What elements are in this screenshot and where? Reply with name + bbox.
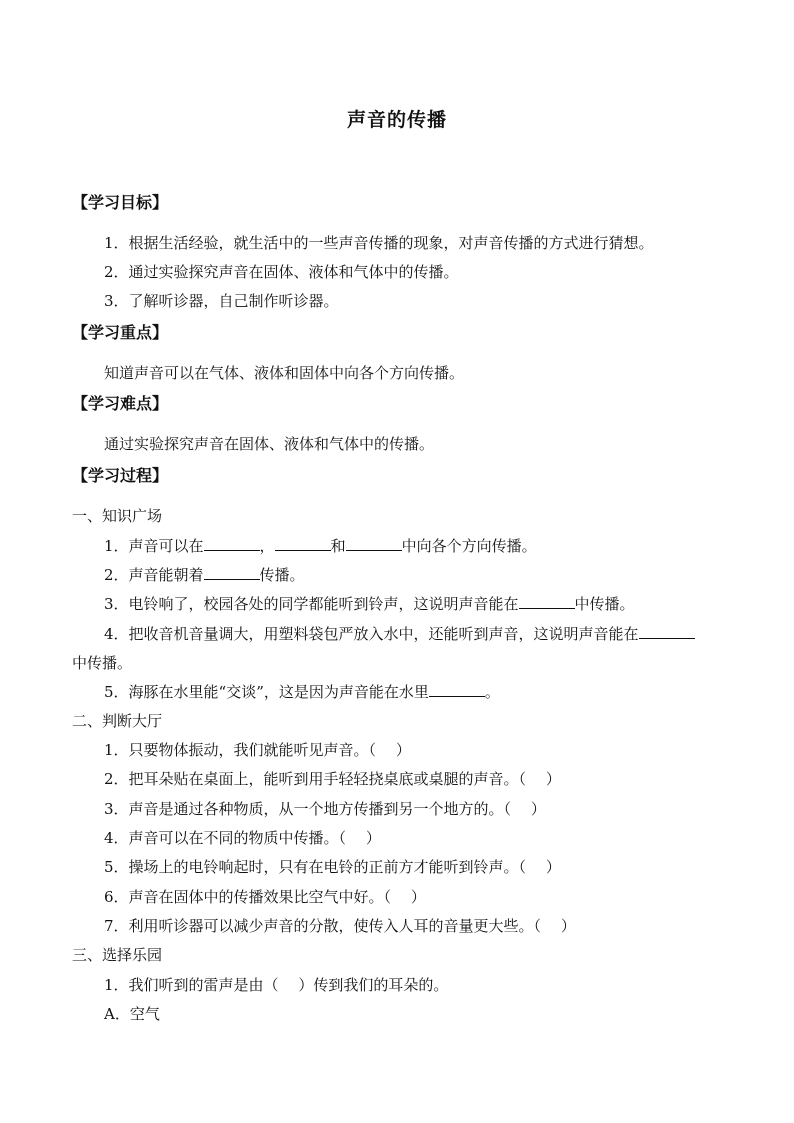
difficulty-text: 通过实验探究声音在固体、液体和气体中的传播。 bbox=[104, 435, 435, 453]
judge-item-7: 7．利用听诊器可以减少声音的分散，使传入人耳的音量更大些。（ ） bbox=[104, 917, 576, 935]
judge-item-1: 1．只要物体振动，我们就能听见声音。（ ） bbox=[104, 741, 411, 759]
judge-item-5: 5．操场上的电铃响起时，只有在电铃的正前方才能听到铃声。（ ） bbox=[104, 858, 561, 876]
fill-question-1 bbox=[104, 536, 537, 556]
section-judge-title: 二、判断大厅 bbox=[72, 712, 163, 730]
key-text: 知道声音可以在气体、液体和固体中向各个方向传播。 bbox=[104, 364, 465, 382]
goal-item-3: 3．了解听诊器，自己制作听诊器。 bbox=[104, 292, 339, 310]
difficulty-heading: 【学习难点】 bbox=[72, 394, 169, 413]
judge-item-4: 4．声音可以在不同的物质中传播。（ ） bbox=[104, 829, 381, 847]
goal-item-2: 2．通过实验探究声音在固体、液体和气体中的传播。 bbox=[104, 263, 459, 281]
process-heading: 【学习过程】 bbox=[72, 466, 169, 485]
fill-q4-text-a: 4．把收音机音量调大，用塑料袋包严放入水中，还能听到声音，这说明声音能在 bbox=[104, 625, 639, 643]
fill-question-5 bbox=[104, 682, 500, 702]
fill-q1-text-a: 1．声音可以在 bbox=[104, 537, 204, 555]
key-heading: 【学习重点】 bbox=[72, 323, 169, 342]
judge-item-2: 2．把耳朵贴在桌面上，能听到用手轻轻挠桌底或桌腿的声音。（ ） bbox=[104, 770, 561, 788]
section-knowledge-title: 一、知识广场 bbox=[72, 507, 163, 525]
fill-q1-text-d: 中向各个方向传播。 bbox=[401, 537, 537, 555]
answer-blank[interactable] bbox=[275, 536, 331, 551]
choice-question-1: 1．我们听到的雷声是由（ ）传到我们的耳朵的。 bbox=[104, 976, 449, 994]
page-title: 声音的传播 bbox=[346, 109, 447, 131]
section-choice-title: 三、选择乐园 bbox=[72, 946, 163, 964]
fill-question-4-continued: 中传播。 bbox=[72, 654, 133, 672]
answer-blank[interactable] bbox=[204, 536, 260, 551]
fill-question-2 bbox=[104, 565, 305, 585]
answer-blank[interactable] bbox=[519, 594, 575, 609]
fill-q2-text-b: 传播。 bbox=[259, 566, 305, 584]
fill-q5-text-a: 5．海豚在水里能“交谈”，这是因为声音能在水里 bbox=[104, 683, 429, 701]
fill-q1-text-b: ， bbox=[259, 537, 275, 555]
choice-option-a: A．空气 bbox=[104, 1005, 160, 1023]
fill-q2-text-a: 2．声音能朝着 bbox=[104, 566, 204, 584]
judge-item-6: 6．声音在固体中的传播效果比空气中好。（ ） bbox=[104, 888, 426, 906]
fill-question-4 bbox=[104, 624, 695, 644]
fill-q5-text-b: 。 bbox=[484, 683, 500, 701]
judge-item-3: 3．声音是通过各种物质，从一个地方传播到另一个地方的。（ ） bbox=[104, 800, 546, 818]
fill-q1-text-c: 和 bbox=[330, 537, 346, 555]
answer-blank[interactable] bbox=[639, 624, 695, 639]
fill-q3-text-a: 3．电铃响了，校园各处的同学都能听到铃声，这说明声音能在 bbox=[104, 595, 519, 613]
answer-blank[interactable] bbox=[429, 682, 485, 697]
answer-blank[interactable] bbox=[346, 536, 402, 551]
fill-q3-text-b: 中传播。 bbox=[574, 595, 635, 613]
goal-item-1: 1．根据生活经验，就生活中的一些声音传播的现象，对声音传播的方式进行猜想。 bbox=[104, 234, 654, 252]
answer-blank[interactable] bbox=[204, 565, 260, 580]
fill-question-3 bbox=[104, 594, 635, 614]
goals-heading: 【学习目标】 bbox=[72, 193, 169, 212]
